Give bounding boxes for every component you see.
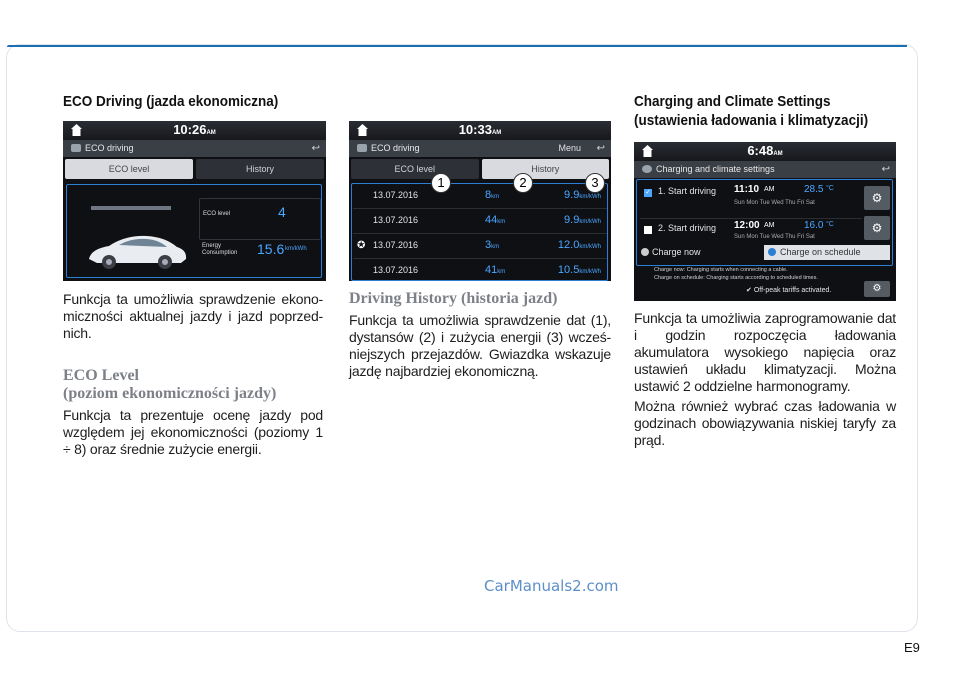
history-date: 13.07.2016 [373, 190, 419, 200]
eco-level-paragraph: Funkcja ta prezentuje ocenę jazdy pod względem jej ekonomiczności (poziomy 1 ÷ 8) oraz średnie zużycie energii. [63, 407, 323, 457]
charge-schedule-label: Charge on schedule [780, 247, 861, 257]
tab-eco-level[interactable]: ECO level [65, 159, 193, 179]
callout-2: 2 [513, 173, 533, 193]
tab-bar [65, 159, 324, 179]
driving-history-title: Driving History (historia jazd) [349, 290, 558, 307]
settings-button-2[interactable]: ⚙ [864, 216, 890, 240]
top-rule [7, 45, 907, 47]
start2-time: 12:00 [734, 220, 760, 231]
eco-level-label: ECO level [203, 211, 231, 217]
eco-level-value: 4 [278, 204, 286, 220]
history-screenshot [349, 121, 611, 281]
history-distance: 8km [485, 189, 500, 201]
settings-button-1[interactable]: ⚙ [864, 186, 890, 210]
clock: 6:48 [747, 143, 774, 158]
driving-history-paragraph: Funkcja ta umożliwia sprawdzenie dat (1), dystansów (2) i zużycia energii (3) wcześ-niejszych przejazdów. Gwiazdka wskazuje jazdę najbardziej ekonomiczną. [349, 312, 611, 379]
screen-title: Charging and climate settings [656, 164, 775, 174]
history-consumption: 10.5km/kWh [557, 264, 601, 276]
tab-history[interactable]: History [482, 159, 610, 179]
history-consumption-unit: km/kWh [579, 194, 601, 200]
charge-now-label: Charge now [652, 247, 701, 257]
watermark-link[interactable]: CarManuals2.com [484, 577, 619, 595]
energy-panel [199, 240, 319, 270]
history-date: 13.07.2016 [373, 215, 419, 225]
driving-history-heading [349, 290, 611, 308]
screen-header [634, 161, 896, 178]
car-icon [71, 144, 81, 152]
callout-3: 3 [585, 173, 605, 193]
offpeak-status [746, 286, 831, 294]
status-bar [63, 121, 326, 140]
history-distance-unit: km [491, 244, 500, 250]
charging-paragraph-1: Funkcja ta umożliwia zaprogramowanie dat i godzin rozpoczęcia ładowania akumulatora wysokiego napięcia oraz ustawień układu klimatyzacji. Można ustawić 2 oddzielne harmonogramy. [634, 310, 896, 394]
clock-ampm: AM [206, 130, 216, 136]
clock-ampm: AM [491, 130, 502, 136]
screen-header [349, 140, 611, 157]
history-distance: 44km [485, 214, 506, 226]
history-consumption-unit: km/kWh [579, 244, 601, 250]
start1-label: 1. Start driving [658, 186, 717, 196]
schedule-row-1[interactable] [640, 182, 862, 219]
tab-bar [351, 159, 609, 179]
radio-selected-icon [768, 248, 776, 256]
history-row[interactable] [353, 183, 607, 209]
history-distance-unit: km [491, 194, 500, 200]
clock-ampm: AM [773, 151, 783, 157]
callout-1: 1 [431, 173, 451, 193]
start2-label: 2. Start driving [658, 223, 717, 233]
status-bar [349, 121, 611, 140]
energy-unit: km/kWh [285, 246, 307, 252]
eco-driving-paragraph: Funkcja ta umożliwia sprawdzenie ekono-miczności aktualnej jazdy i jazd poprzed-nich. [63, 291, 323, 341]
history-distance: 3km [485, 239, 500, 251]
checkbox-checked-icon[interactable]: ✓ [645, 189, 651, 196]
checkbox-unchecked-icon[interactable] [644, 226, 652, 234]
start2-ampm: AM [764, 222, 775, 229]
offpeak-settings-button[interactable]: ⚙ [864, 281, 890, 297]
clock: 10:26 [173, 122, 207, 137]
eco-level-heading-line1: ECO Level [63, 367, 139, 384]
car-icon [357, 144, 367, 152]
start1-ampm: AM [764, 186, 775, 193]
info-line-2: Charge on schedule: Charging starts according to scheduled times. [654, 275, 818, 281]
eco-level-heading-line2: (poziom ekonomiczności jazdy) [63, 385, 277, 402]
column-charging [634, 92, 896, 130]
energy-value: 15.6 [257, 241, 285, 257]
start1-days: Sun Mon Tue Wed Thu Fri Sat [734, 200, 815, 206]
charging-heading-line2: (ustawienia ładowania i klimatyzacji) [634, 112, 869, 129]
section-heading: ECO Driving (jazda ekonomiczna) [63, 93, 279, 110]
back-icon[interactable]: ↩ [311, 143, 320, 154]
start2-temp: 16.0 [804, 220, 824, 231]
screen-title: ECO driving [371, 143, 420, 153]
info-line-1: Charge now: Charging starts when connecting a cable. [654, 267, 788, 273]
history-consumption: 9.9km/kWh [564, 189, 601, 201]
start2-unit: °C [826, 221, 834, 228]
radio-icon [641, 248, 649, 256]
offpeak-label: Off-peak tariffs activated. [753, 287, 832, 294]
start1-unit: °C [826, 185, 834, 192]
charge-schedule-option[interactable] [764, 245, 890, 260]
energy-label-2: Consumption [202, 250, 238, 256]
history-date: 13.07.2016 [373, 265, 419, 275]
eco-gauge-bar [91, 206, 171, 210]
check-icon: ✔ [746, 287, 754, 294]
back-icon[interactable]: ↩ [596, 143, 605, 154]
energy-label-1: Energy [202, 243, 222, 249]
tab-history[interactable]: History [196, 159, 324, 179]
star-icon: ✪ [357, 240, 366, 251]
eco-level-screenshot [63, 121, 326, 281]
car-image [85, 229, 190, 271]
history-distance: 41km [485, 264, 506, 276]
charging-heading-line1: Charging and Climate Settings [634, 93, 831, 110]
history-date: 13.07.2016 [373, 240, 419, 250]
start1-temp: 28.5 [804, 184, 824, 195]
charging-paragraph-2: Można również wybrać czas ładowania w godzinach obowiązywania niskiej taryfy za prąd. [634, 398, 896, 448]
history-row[interactable] [353, 258, 607, 281]
charge-now-option[interactable] [638, 245, 762, 260]
history-distance-unit: km [497, 219, 506, 225]
eco-level-heading [63, 367, 325, 403]
gear-icon [642, 165, 652, 173]
history-row[interactable] [353, 208, 607, 234]
history-consumption: 12.0km/kWh [557, 239, 601, 251]
back-icon[interactable]: ↩ [881, 164, 890, 175]
history-row[interactable] [353, 233, 607, 259]
screen-header [63, 140, 326, 157]
start1-time: 11:10 [734, 184, 760, 195]
page-number: E9 [904, 640, 920, 655]
history-distance-unit: km [497, 269, 506, 275]
info-text [654, 266, 864, 282]
history-consumption: 9.9km/kWh [564, 214, 601, 226]
schedule-row-2[interactable] [640, 220, 862, 244]
screen-title: ECO driving [85, 143, 134, 153]
status-bar [634, 142, 896, 161]
eco-level-panel [199, 198, 321, 240]
tab-eco-level[interactable]: ECO level [351, 159, 479, 179]
history-consumption-unit: km/kWh [579, 219, 601, 225]
column-eco-driving [63, 92, 325, 111]
menu-button[interactable]: Menu [558, 143, 581, 153]
charging-screenshot [634, 142, 896, 301]
clock: 10:33 [458, 122, 492, 137]
history-consumption-unit: km/kWh [579, 269, 601, 275]
start2-days: Sun Mon Tue Wed Thu Fri Sat [734, 234, 815, 240]
